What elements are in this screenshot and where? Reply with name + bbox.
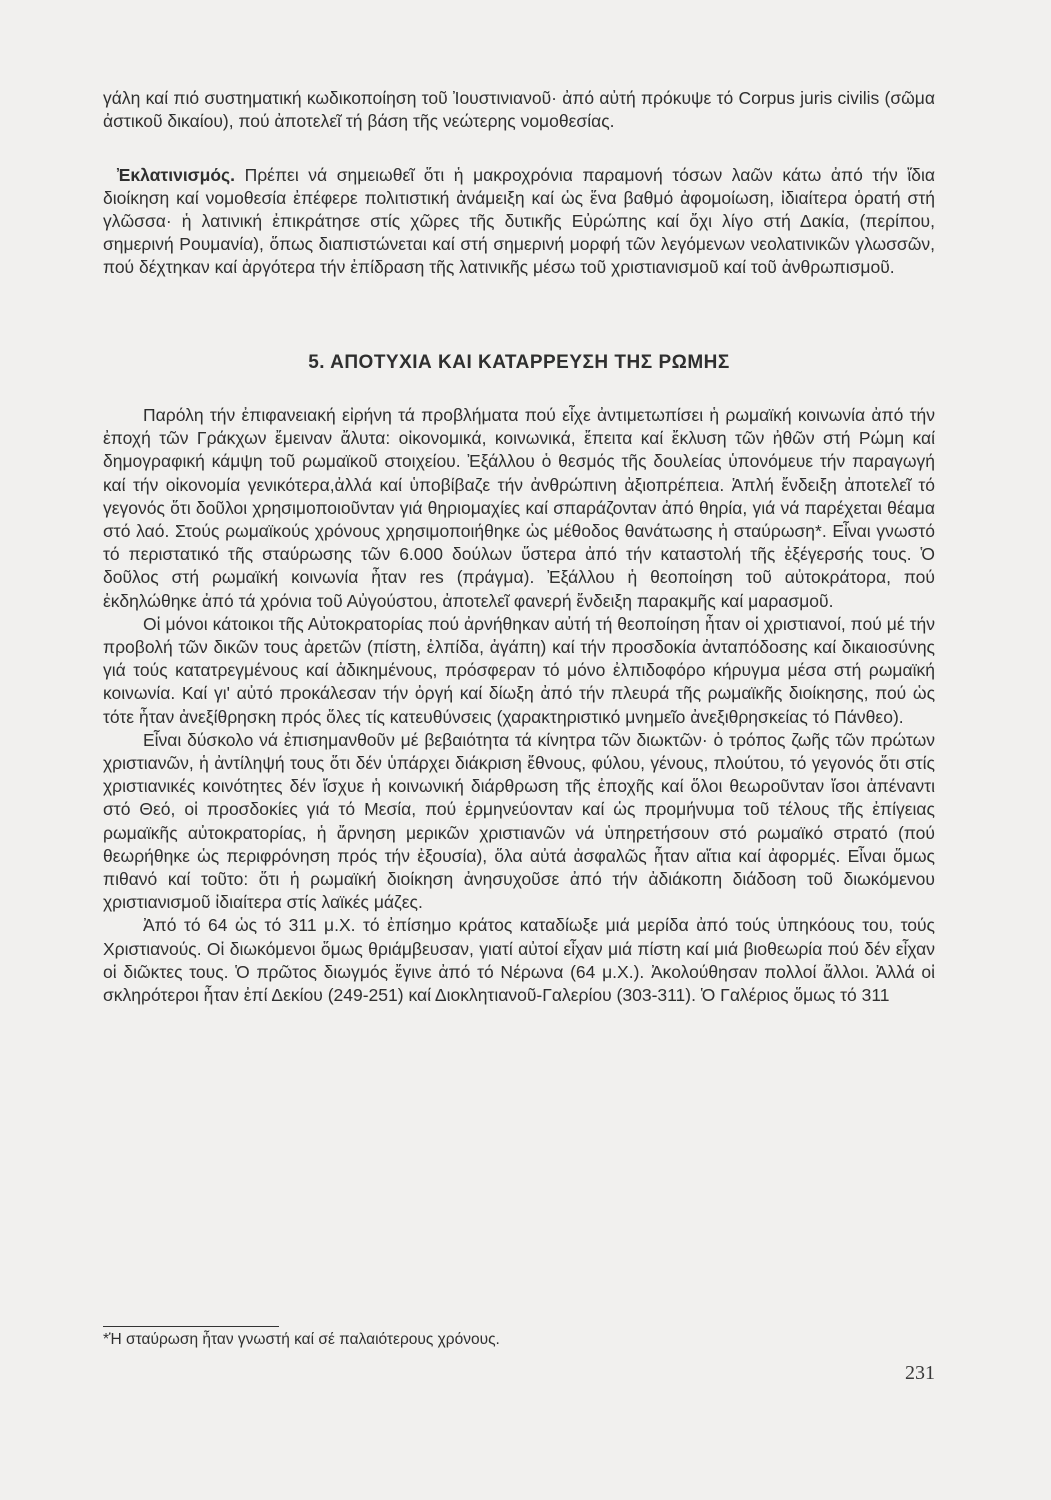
footnote: *Ἡ σταύρωση ἦταν γνωστή καί σέ παλαιότερους χρόνους. — [103, 1331, 500, 1348]
paragraph-latinization-text: Πρέπει νά σημειωθεῖ ὅτι ἡ μακροχρόνια παραμονή τόσων λαῶν κάτω ἀπό τήν ἴδια διοίκηση καί νομοθεσία ἐπέφερε πολιτιστική ἀνάμειξη καί ὡς ἕνα βαθμό ἀφομοίωση, ἰδιαίτερα ὁρατή στή γλῶσσα· ἡ λατινική ἐπικράτησε στίς χῶρες τῆς δυτικῆς Εὐρώπης καί ὄχι λίγο στή Δακία, (περίπου, σημερινή Ρουμανία), ὅπως διαπιστώνεται καί στή σημερινή μορφή τῶν λεγόμενων νεολατινικῶν γλωσσῶν, πού δέχτηκαν καί ἀργότερα τήν ἐπίδραση τῆς λατινικῆς μέσω τοῦ χριστιανισμοῦ καί τοῦ ἀνθρωπισμοῦ. — [103, 165, 935, 277]
paragraph-lead-heading: Ἐκλατινισμός. — [117, 165, 236, 185]
section-title: 5. ΑΠΟΤΥΧΙΑ ΚΑΙ ΚΑΤΑΡΡΕΥΣΗ ΤΗΣ ΡΩΜΗΣ — [308, 352, 730, 373]
paragraph-latinization — [103, 164, 935, 279]
footnote-divider — [103, 1326, 279, 1327]
body-paragraph: Ἀπό τό 64 ὡς τό 311 μ.Χ. τό ἐπίσημο κράτος καταδίωξε μιά μερίδα ἀπό τούς ὑπηκόους του, τούς Χριστιανούς. Οἱ διωκόμενοι ὅμως θριάμβευσαν, γιατί αὐτοί εἶχαν μιά πίστη καί μιά βιοθεωρία πού δέν εἶχαν οἱ διῶκτες τους. Ὁ πρῶτος διωγμός ἔγινε ἀπό τό Νέρωνα (64 μ.Χ.). Ἀκολούθησαν πολλοί ἄλλοι. Ἀλλά οἱ σκληρότεροι ἦταν ἐπί Δεκίου (249-251) καί Διοκλητιανοῦ-Γαλερίου (303-311). Ὁ Γαλέριος ὅμως τό 311 — [103, 915, 935, 1006]
body-paragraph: Παρόλη τήν ἐπιφανειακή εἰρήνη τά προβλήματα πού εἶχε ἀντιμετωπίσει ἡ ρωμαϊκή κοινωνία ἀπό τήν ἐποχή τῶν Γράκχων ἔμειναν ἄλυτα: οἰκονομικά, κοινωνικά, ἔπειτα καί ἔκλυση τῶν ἠθῶν στή Ρώμη καί δημογραφική κάμψη τοῦ ρωμαϊκοῦ στοιχείου. Ἐξάλλου ὁ θεσμός τῆς δουλείας ὑπονόμευε τήν παραγωγή καί τήν οἰκονομία γενικότερα,ἀλλά καί ὑποβίβαζε τήν ἀνθρώπινη ἀξιοπρέπεια. Ἁπλή ἔνδειξη ἀποτελεῖ τό γεγονός ὅτι δοῦλοι χρησιμοποιοῦνταν γιά θηριομαχίες καί σπαράζονταν ἀπό θηρία, γιά νά παρέχεται θέαμα στό λαό. Στούς ρωμαϊκούς χρόνους χρησιμοποιήθηκε ὡς μέθοδος θανάτωσης ἡ σταύρωση*. Εἶναι γνωστό τό περιστατικό τῆς σταύρωσης τῶν 6.000 δούλων ὕστερα ἀπό τήν καταστολή τῆς ἐξέγερσής τους. Ὁ δοῦλος στή ρωμαϊκή κοινωνία ἦταν res (πράγμα). Ἐξάλλου ἡ θεοποίηση τοῦ αὐτοκράτορα, πού ἐκδηλώθηκε ἀπό τά χρόνια τοῦ Αὐγούστου, ἀποτελεῖ φανερή ἔνδειξη παρακμῆς καί μαρασμοῦ. — [103, 405, 935, 611]
paragraph-corpus-juris: γάλη καί πιό συστηματική κωδικοποίηση τοῦ Ἰουστινιανοῦ· ἀπό αὐτή πρόκυψε τό Corpus juris civilis (σῶμα ἀστικοῦ δικαίου), πού ἀποτελεῖ τή βάση τῆς νεώτερης νομοθεσίας. — [103, 88, 935, 131]
body-paragraph: Οἱ μόνοι κάτοικοι τῆς Αὐτοκρατορίας πού ἀρνήθηκαν αὐτή τή θεοποίηση ἦταν οἱ χριστιανοί, πού μέ τήν προβολή τῶν δικῶν τους ἀρετῶν (πίστη, ἐλπίδα, ἀγάπη) καί τήν προσδοκία ἀνταπόδοσης καί δικαιοσύνης γιά τούς κατατρεγμένους καί ἀδικημένους, πρόσφεραν τό μόνο ἐλπιδοφόρο κήρυγμα μέσα στή ρωμαϊκή κοινωνία. Καί γι' αὐτό προκάλεσαν τήν ὀργή καί δίωξη ἀπό τήν πλευρά τῆς ρωμαϊκῆς διοίκησης, πού ὡς τότε ἦταν ἀνεξίθρησκη πρός ὅλες τίς κατευθύνσεις (χαρακτηριστικό μνημεῖο ἀνεξιθρησκείας τό Πάνθεο). — [103, 613, 935, 727]
body-paragraph: Εἶναι δύσκολο νά ἐπισημανθοῦν μέ βεβαιότητα τά κίνητρα τῶν διωκτῶν· ὁ τρόπος ζωῆς τῶν πρώτων χριστιανῶν, ἡ ἀντίληψή τους ὅτι δέν ὑπάρχει διάκριση ἔθνους, φύλου, γένους, πλούτου, τό γεγονός ὅτι στίς χριστιανικές κοινότητες δέν ἴσχυε ἡ κοινωνική διάρθρωση τῆς ἐποχῆς καί ὅλοι θεωροῦνταν ἴσοι ἀπέναντι στό Θεό, οἱ προσδοκίες γιά τό Μεσία, πού ἑρμηνεύονταν καί ὡς προμήνυμα τοῦ τέλους τῆς ἐπίγειας ρωμαϊκῆς αὐτοκρατορίας, ἡ ἄρνηση μερικῶν χριστιανῶν νά ὑπηρετήσουν στό ρωμαϊκό στρατό (πού θεωρήθηκε ὡς περιφρόνηση πρός τήν ἐξουσία), ὅλα αὐτά ἀσφαλῶς ἦταν αἴτια καί ἀφορμές. Εἶναι ὅμως πιθανό καί τοῦτο: ὅτι ἡ ρωμαϊκή διοίκηση ἀνησυχοῦσε ἀπό τήν ἀδιάκοπη διάδοση τοῦ διωκόμενου χριστιανισμοῦ ἰδιαίτερα στίς λαϊκές μάζες. — [103, 729, 935, 913]
page-number: 231 — [905, 1362, 935, 1384]
section-body — [103, 404, 935, 1007]
